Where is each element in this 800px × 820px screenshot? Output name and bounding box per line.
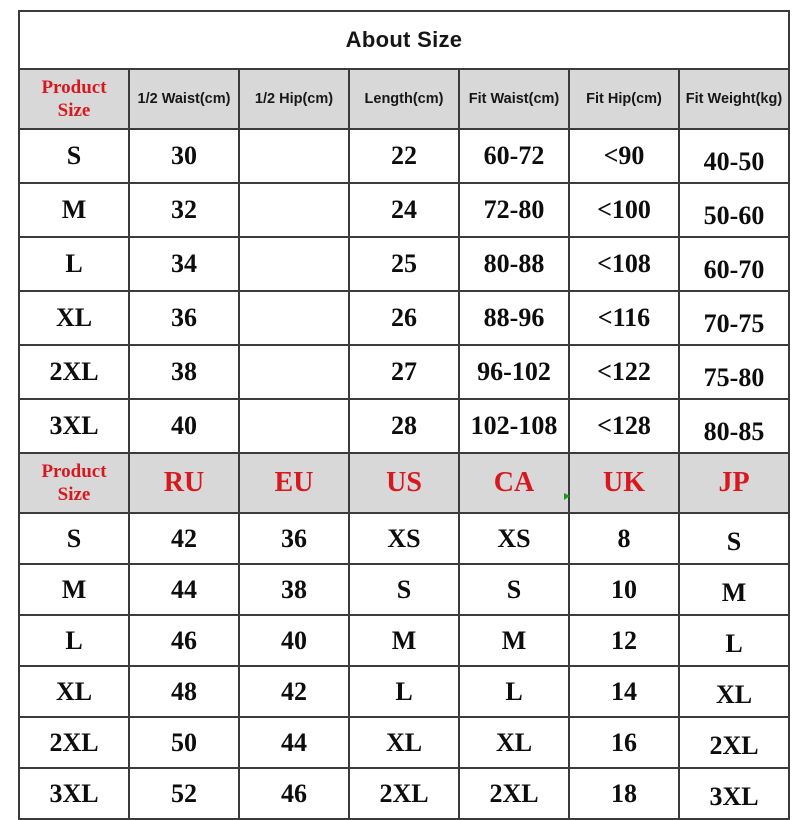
value-cell bbox=[239, 237, 349, 291]
table-row bbox=[19, 513, 789, 564]
size-chart-table bbox=[18, 10, 790, 820]
value-cell: XL bbox=[679, 666, 789, 717]
value-cell: 25 bbox=[349, 237, 459, 291]
value-cell: 12 bbox=[569, 615, 679, 666]
value-cell: 26 bbox=[349, 291, 459, 345]
value-cell: S bbox=[679, 513, 789, 564]
value-cell: 46 bbox=[129, 615, 239, 666]
value-cell: 40 bbox=[239, 615, 349, 666]
value-cell: <128 bbox=[569, 399, 679, 453]
value-cell: 18 bbox=[569, 768, 679, 819]
corner-label-product-size: Product Size bbox=[41, 460, 107, 505]
value-cell: <100 bbox=[569, 183, 679, 237]
value-cell: 52 bbox=[129, 768, 239, 819]
value-cell: 46 bbox=[239, 768, 349, 819]
measurement-header-row bbox=[19, 69, 789, 129]
size-cell: 3XL bbox=[19, 399, 129, 453]
region-header-ru: RU bbox=[129, 453, 239, 513]
size-cell: L bbox=[19, 237, 129, 291]
value-cell: 42 bbox=[129, 513, 239, 564]
value-cell: 72-80 bbox=[459, 183, 569, 237]
table-row bbox=[19, 666, 789, 717]
page-title: About Size bbox=[19, 11, 789, 69]
size-cell: S bbox=[19, 513, 129, 564]
region-header-ca: CA bbox=[459, 453, 569, 513]
value-cell: 60-72 bbox=[459, 129, 569, 183]
size-cell: 2XL bbox=[19, 717, 129, 768]
value-cell: S bbox=[459, 564, 569, 615]
value-cell: 80-85 bbox=[679, 399, 789, 453]
corner-cell bbox=[19, 69, 129, 129]
value-cell: 8 bbox=[569, 513, 679, 564]
value-cell: 40 bbox=[129, 399, 239, 453]
value-cell: 3XL bbox=[679, 768, 789, 819]
value-cell: 16 bbox=[569, 717, 679, 768]
value-cell: 96-102 bbox=[459, 345, 569, 399]
size-cell: 3XL bbox=[19, 768, 129, 819]
value-cell: 32 bbox=[129, 183, 239, 237]
value-cell: 28 bbox=[349, 399, 459, 453]
value-cell: <116 bbox=[569, 291, 679, 345]
corner-label-product-size: Product Size bbox=[41, 76, 107, 121]
value-cell: M bbox=[679, 564, 789, 615]
value-cell: 44 bbox=[239, 717, 349, 768]
column-header-half-hip: 1/2 Hip(cm) bbox=[239, 69, 349, 129]
region-header-uk: UK bbox=[569, 453, 679, 513]
value-cell bbox=[239, 345, 349, 399]
value-cell bbox=[239, 291, 349, 345]
table-row bbox=[19, 183, 789, 237]
value-cell: 88-96 bbox=[459, 291, 569, 345]
value-cell: 36 bbox=[239, 513, 349, 564]
table-row bbox=[19, 399, 789, 453]
value-cell: 42 bbox=[239, 666, 349, 717]
table-row bbox=[19, 564, 789, 615]
green-mark-artifact bbox=[564, 493, 570, 500]
value-cell: <122 bbox=[569, 345, 679, 399]
value-cell: M bbox=[459, 615, 569, 666]
size-cell: M bbox=[19, 183, 129, 237]
conversion-header-row bbox=[19, 453, 789, 513]
value-cell bbox=[239, 183, 349, 237]
value-cell: 27 bbox=[349, 345, 459, 399]
value-cell: 80-88 bbox=[459, 237, 569, 291]
value-cell: 48 bbox=[129, 666, 239, 717]
value-cell: 22 bbox=[349, 129, 459, 183]
value-cell: 36 bbox=[129, 291, 239, 345]
region-header-us: US bbox=[349, 453, 459, 513]
table-row bbox=[19, 717, 789, 768]
value-cell: 24 bbox=[349, 183, 459, 237]
value-cell: XL bbox=[459, 717, 569, 768]
value-cell: 34 bbox=[129, 237, 239, 291]
table-row bbox=[19, 237, 789, 291]
value-cell: 60-70 bbox=[679, 237, 789, 291]
region-header-jp: JP bbox=[679, 453, 789, 513]
value-cell: 14 bbox=[569, 666, 679, 717]
value-cell: 38 bbox=[239, 564, 349, 615]
size-cell: XL bbox=[19, 291, 129, 345]
value-cell: 44 bbox=[129, 564, 239, 615]
size-cell: L bbox=[19, 615, 129, 666]
value-cell: XS bbox=[349, 513, 459, 564]
value-cell: 102-108 bbox=[459, 399, 569, 453]
value-cell: 50 bbox=[129, 717, 239, 768]
table-row bbox=[19, 345, 789, 399]
column-header-half-waist: 1/2 Waist(cm) bbox=[129, 69, 239, 129]
value-cell: XS bbox=[459, 513, 569, 564]
corner-cell bbox=[19, 453, 129, 513]
value-cell: 38 bbox=[129, 345, 239, 399]
value-cell: <108 bbox=[569, 237, 679, 291]
title-row bbox=[19, 11, 789, 69]
value-cell: 50-60 bbox=[679, 183, 789, 237]
value-cell bbox=[239, 129, 349, 183]
value-cell: 10 bbox=[569, 564, 679, 615]
table-row bbox=[19, 615, 789, 666]
value-cell bbox=[239, 399, 349, 453]
value-cell: M bbox=[349, 615, 459, 666]
value-cell: 2XL bbox=[679, 717, 789, 768]
value-cell: <90 bbox=[569, 129, 679, 183]
column-header-length: Length(cm) bbox=[349, 69, 459, 129]
value-cell: L bbox=[679, 615, 789, 666]
value-cell: S bbox=[349, 564, 459, 615]
size-cell: M bbox=[19, 564, 129, 615]
size-cell: XL bbox=[19, 666, 129, 717]
value-cell: L bbox=[349, 666, 459, 717]
value-cell: L bbox=[459, 666, 569, 717]
value-cell: 30 bbox=[129, 129, 239, 183]
table-row bbox=[19, 291, 789, 345]
value-cell: 75-80 bbox=[679, 345, 789, 399]
value-cell: 70-75 bbox=[679, 291, 789, 345]
value-cell: 2XL bbox=[349, 768, 459, 819]
column-header-fit-hip: Fit Hip(cm) bbox=[569, 69, 679, 129]
table-row bbox=[19, 768, 789, 819]
table-row bbox=[19, 129, 789, 183]
size-cell: S bbox=[19, 129, 129, 183]
column-header-fit-waist: Fit Waist(cm) bbox=[459, 69, 569, 129]
value-cell: 40-50 bbox=[679, 129, 789, 183]
column-header-fit-weight: Fit Weight(kg) bbox=[679, 69, 789, 129]
value-cell: XL bbox=[349, 717, 459, 768]
region-header-eu: EU bbox=[239, 453, 349, 513]
value-cell: 2XL bbox=[459, 768, 569, 819]
size-cell: 2XL bbox=[19, 345, 129, 399]
